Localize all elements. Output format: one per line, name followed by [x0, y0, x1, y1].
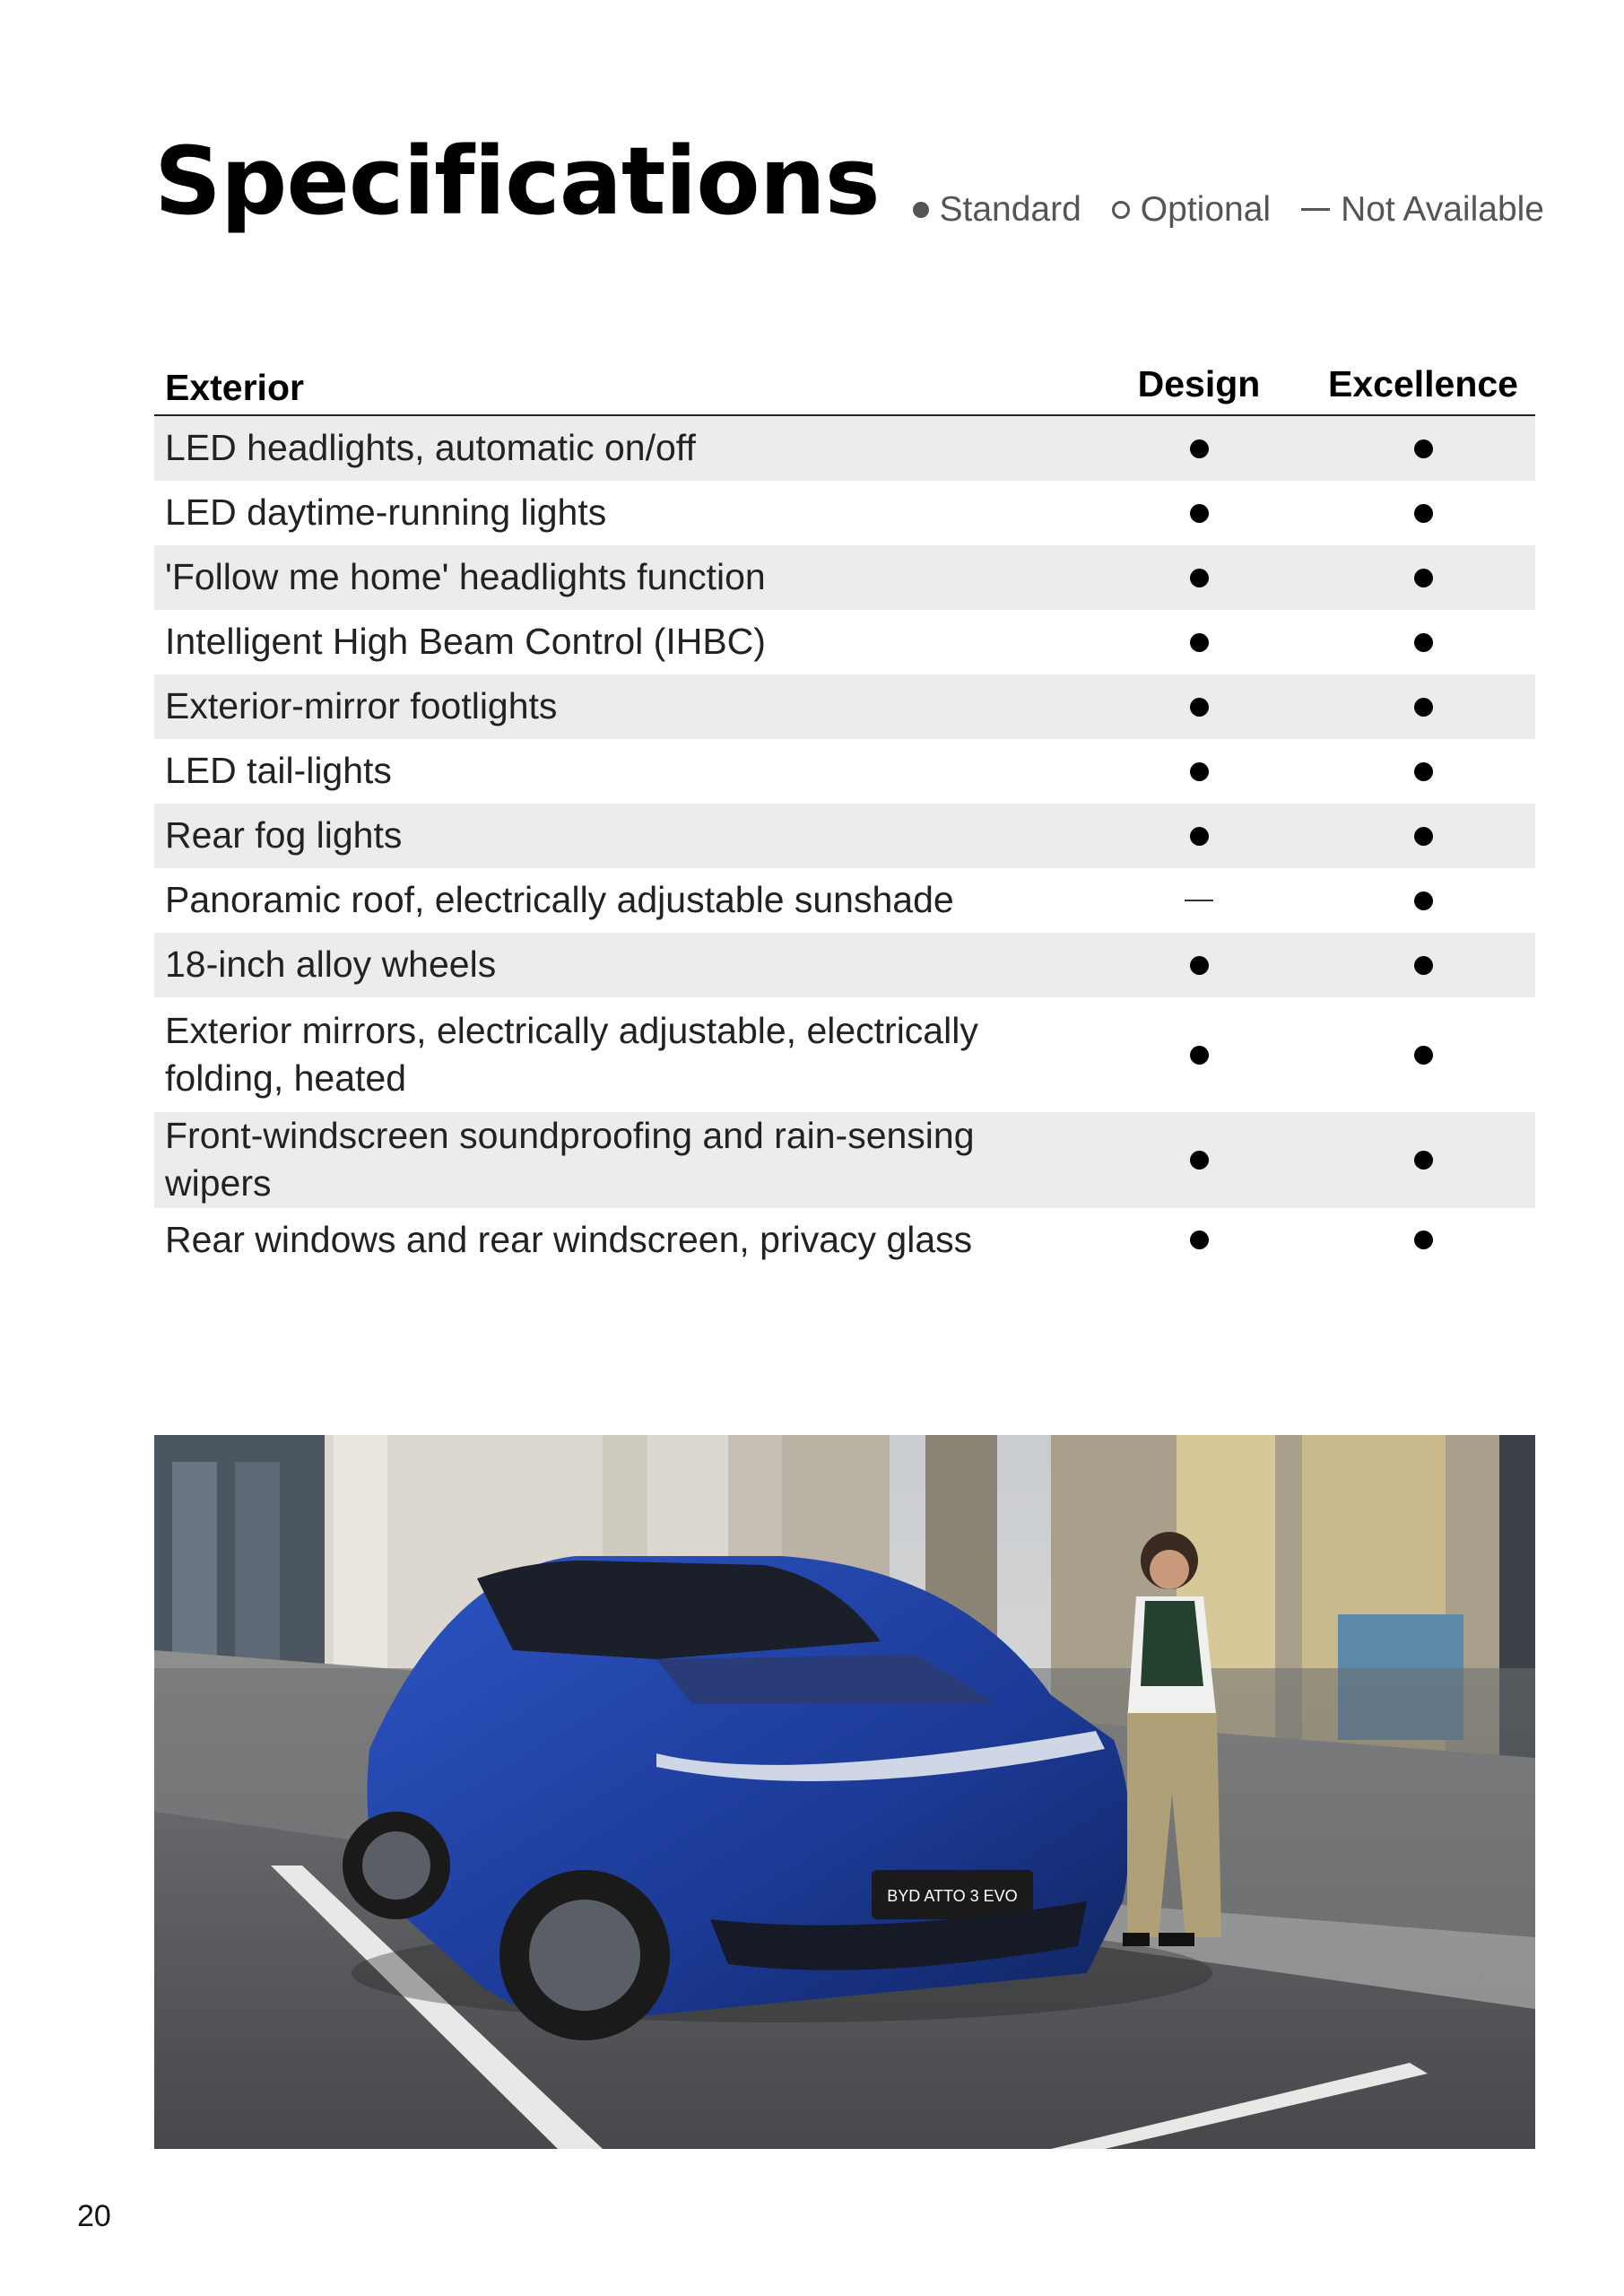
table-header: [154, 357, 1535, 416]
availability-cell-excellence: [1311, 762, 1535, 781]
availability-cell-excellence: [1311, 827, 1535, 846]
feature-label: Rear fog lights: [165, 814, 403, 857]
availability-cell-design: [1087, 569, 1311, 587]
legend-optional-label: Optional: [1140, 190, 1272, 229]
legend-standard-label: Standard: [939, 190, 1081, 229]
table-row: [154, 804, 1535, 868]
availability-cell-excellence: [1311, 1046, 1535, 1065]
standard-dot-icon: [1190, 762, 1209, 781]
standard-dot-icon: [1414, 827, 1433, 846]
availability-cell-design: [1087, 956, 1311, 975]
car-photo: [154, 1435, 1535, 2149]
standard-dot-icon: [1190, 1151, 1209, 1170]
availability-cell-design: [1087, 827, 1311, 846]
license-plate-text: BYD ATTO 3 EVO: [887, 1887, 1018, 1905]
standard-dot-icon: [1414, 1046, 1433, 1065]
table-row: [154, 481, 1535, 545]
table-row: [154, 868, 1535, 933]
availability-cell-design: [1087, 1046, 1311, 1065]
table-body: [154, 416, 1535, 1273]
standard-dot-icon: [1414, 569, 1433, 587]
page-number: 20: [77, 2199, 111, 2233]
table-row: [154, 1112, 1535, 1208]
legend: [913, 192, 1545, 227]
availability-cell-excellence: [1311, 439, 1535, 458]
page-title: Specifications: [154, 126, 880, 236]
not-available-dash-icon: [1185, 900, 1213, 901]
availability-cell-design: [1087, 698, 1311, 717]
availability-cell-excellence: [1311, 633, 1535, 652]
column-heading-excellence: Excellence: [1328, 363, 1518, 404]
standard-dot-icon: [1190, 1046, 1209, 1065]
standard-dot-icon: [1190, 633, 1209, 652]
availability-cell-excellence: [1311, 569, 1535, 587]
standard-dot-icon: [1414, 1231, 1433, 1249]
availability-cell-excellence: [1311, 504, 1535, 523]
legend-not-available-label: Not Available: [1341, 190, 1544, 229]
dash-icon: [1301, 208, 1330, 211]
availability-cell-design: [1087, 1151, 1311, 1170]
table-row: [154, 674, 1535, 739]
availability-cell-design: [1087, 504, 1311, 523]
table-row: [154, 545, 1535, 610]
feature-label: Front-windscreen soundproofing and rain-sensing wipers: [165, 1115, 975, 1205]
availability-cell-design: [1087, 762, 1311, 781]
standard-dot-icon: [1190, 569, 1209, 587]
table-row: [154, 416, 1535, 481]
standard-dot-icon: [1190, 504, 1209, 523]
legend-standard: [913, 192, 1081, 227]
feature-label: Exterior mirrors, electrically adjustable, electrically folding, heated: [165, 1009, 978, 1099]
table-row: [154, 610, 1535, 674]
column-heading-design: Design: [1137, 363, 1261, 404]
spec-table: [154, 357, 1535, 1273]
car-photo-illustration: [154, 1435, 1535, 2149]
table-row: [154, 997, 1535, 1112]
availability-cell-design: [1087, 900, 1311, 901]
standard-dot-icon: [1414, 956, 1433, 975]
availability-cell-design: [1087, 439, 1311, 458]
open-dot-icon: [1112, 201, 1130, 219]
filled-dot-icon: [913, 202, 929, 218]
availability-cell-excellence: [1311, 698, 1535, 717]
standard-dot-icon: [1414, 633, 1433, 652]
legend-not-available: [1301, 192, 1544, 227]
standard-dot-icon: [1190, 439, 1209, 458]
standard-dot-icon: [1190, 1231, 1209, 1249]
feature-label: 'Follow me home' headlights function: [165, 556, 766, 598]
feature-label: Exterior-mirror footlights: [165, 685, 558, 727]
feature-label: LED tail-lights: [165, 750, 392, 792]
standard-dot-icon: [1190, 956, 1209, 975]
standard-dot-icon: [1414, 762, 1433, 781]
standard-dot-icon: [1190, 827, 1209, 846]
feature-label: LED headlights, automatic on/off: [165, 427, 696, 469]
feature-label: Intelligent High Beam Control (IHBC): [165, 621, 766, 663]
table-row: [154, 933, 1535, 997]
feature-label: 18-inch alloy wheels: [165, 944, 497, 986]
feature-label: LED daytime-running lights: [165, 491, 607, 534]
standard-dot-icon: [1414, 1151, 1433, 1170]
legend-optional: [1112, 192, 1271, 227]
standard-dot-icon: [1414, 504, 1433, 523]
availability-cell-excellence: [1311, 956, 1535, 975]
standard-dot-icon: [1414, 698, 1433, 717]
feature-label: Panoramic roof, electrically adjustable sunshade: [165, 879, 954, 921]
availability-cell-design: [1087, 1231, 1311, 1249]
table-row: [154, 1208, 1535, 1273]
availability-cell-excellence: [1311, 891, 1535, 910]
standard-dot-icon: [1414, 439, 1433, 458]
standard-dot-icon: [1414, 891, 1433, 910]
availability-cell-design: [1087, 633, 1311, 652]
table-row: [154, 739, 1535, 804]
category-heading: Exterior: [165, 367, 304, 408]
feature-label: Rear windows and rear windscreen, privacy glass: [165, 1218, 973, 1260]
availability-cell-excellence: [1311, 1231, 1535, 1249]
availability-cell-excellence: [1311, 1151, 1535, 1170]
standard-dot-icon: [1190, 698, 1209, 717]
